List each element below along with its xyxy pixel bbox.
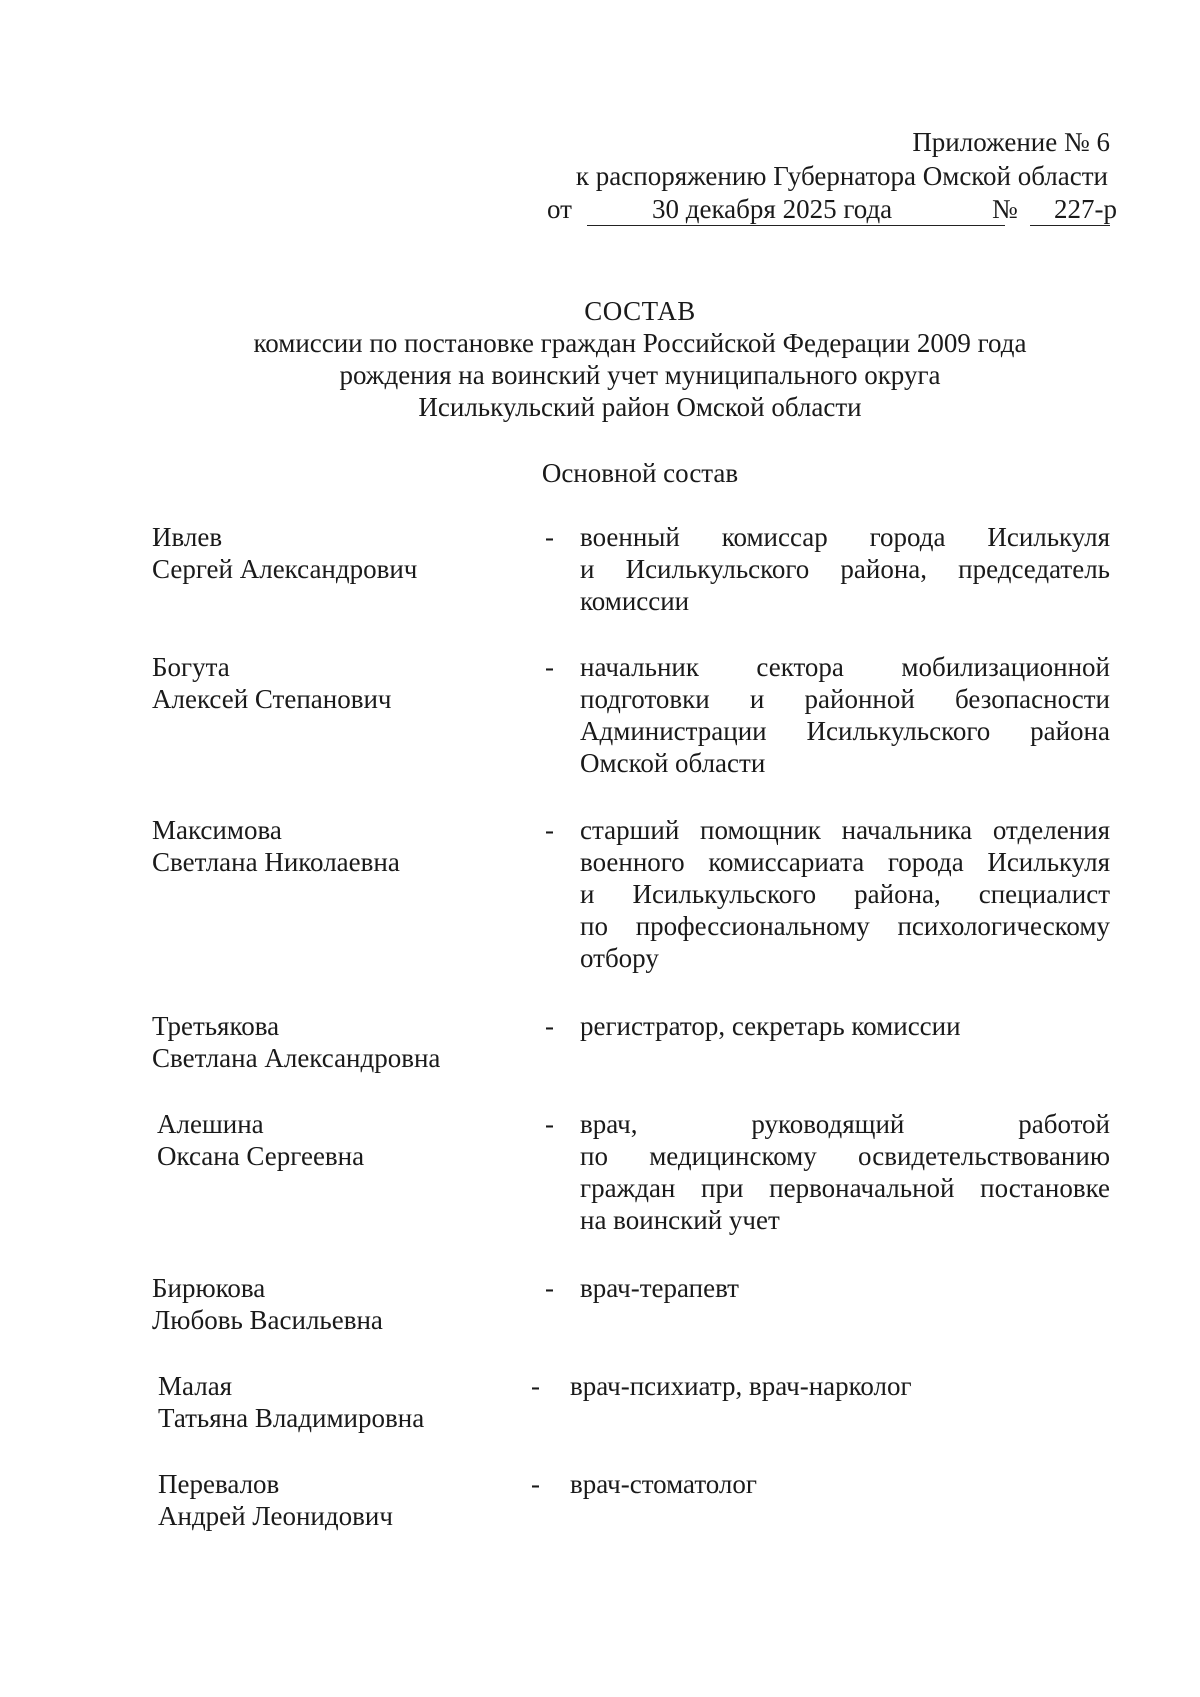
separator-dash: - — [545, 815, 554, 845]
role-line: врач-стоматолог — [570, 1469, 757, 1499]
role-line: комиссии — [580, 586, 690, 616]
member-given-names: Татьяна Владимировна — [158, 1403, 425, 1433]
member-name — [152, 814, 532, 878]
member-name — [157, 1108, 537, 1172]
member-role — [580, 814, 1110, 974]
role-line: отбору — [580, 943, 659, 973]
role-line: военный комиссар города Исилькуля — [580, 522, 1110, 552]
number-sign: № — [992, 194, 1018, 224]
order-number: 227-р — [1054, 194, 1117, 224]
role-line: подготовки и районной безопасности — [580, 684, 1110, 714]
role-line: Администрации Исилькульского района — [580, 716, 1110, 746]
member-role — [580, 521, 1110, 617]
separator-dash: - — [545, 522, 554, 552]
order-date-line — [547, 193, 1127, 229]
role-line: и Исилькульского района, специалист — [580, 879, 1110, 909]
title-line-2: рождения на воинский учет муниципального округа — [339, 360, 941, 390]
member-role — [570, 1468, 1100, 1500]
role-line: регистратор, секретарь комиссии — [580, 1011, 961, 1041]
role-line: по профессиональному психологическому — [580, 911, 1110, 941]
member-given-names: Оксана Сергеевна — [157, 1141, 365, 1171]
order-date: 30 декабря 2025 года — [652, 194, 893, 224]
member-given-names: Светлана Александровна — [152, 1043, 441, 1073]
member-surname: Ивлев — [152, 522, 223, 552]
member-surname: Малая — [158, 1371, 233, 1401]
separator-dash: - — [545, 1273, 554, 1303]
title-line-1: комиссии по постановке граждан Российской Федерации 2009 года — [253, 328, 1027, 358]
member-given-names: Алексей Степанович — [152, 684, 392, 714]
separator-dash: - — [531, 1371, 540, 1401]
separator-dash: - — [545, 1011, 554, 1041]
member-role — [580, 1010, 1110, 1042]
separator-dash: - — [545, 652, 554, 682]
role-line: старший помощник начальника отделения — [580, 815, 1110, 845]
member-surname: Бирюкова — [152, 1273, 266, 1303]
appendix-number: Приложение № 6 — [912, 127, 1110, 157]
separator-dash: - — [545, 1109, 554, 1139]
member-surname: Алешина — [157, 1109, 264, 1139]
section-heading: Основной состав — [541, 458, 739, 488]
document-title-block — [150, 295, 1130, 423]
order-reference: к распоряжению Губернатора Омской области — [575, 161, 1108, 191]
member-name — [152, 521, 532, 585]
member-surname: Перевалов — [158, 1469, 280, 1499]
member-given-names: Сергей Александрович — [152, 554, 418, 584]
member-role — [570, 1370, 1100, 1402]
role-line: на воинский учет — [580, 1205, 780, 1235]
member-name — [152, 1272, 532, 1336]
member-given-names: Любовь Васильевна — [152, 1305, 383, 1335]
role-line: военного комиссариата города Исилькуля — [580, 847, 1110, 877]
member-surname: Максимова — [152, 815, 282, 845]
role-line: и Исилькульского района, председатель — [580, 554, 1110, 584]
member-name — [158, 1468, 538, 1532]
member-surname: Богута — [152, 652, 230, 682]
date-prefix: от — [547, 194, 572, 224]
member-role — [580, 651, 1110, 779]
role-line: Омской области — [580, 748, 766, 778]
member-surname: Третьякова — [152, 1011, 280, 1041]
member-name — [152, 651, 532, 715]
role-line: начальник сектора мобилизационной — [580, 652, 1110, 682]
member-given-names: Светлана Николаевна — [152, 847, 400, 877]
title-line-3: Исилькульский район Омской области — [418, 392, 862, 422]
separator-dash: - — [531, 1469, 540, 1499]
role-line: по медицинскому освидетельствованию — [580, 1141, 1110, 1171]
document-title: СОСТАВ — [584, 296, 696, 326]
role-line: граждан при первоначальной постановке — [580, 1173, 1110, 1203]
role-line: врач-психиатр, врач-нарколог — [570, 1371, 912, 1401]
member-name — [152, 1010, 532, 1074]
role-line: врач, руководящий работой — [580, 1109, 1110, 1139]
role-line: врач-терапевт — [580, 1273, 739, 1303]
member-name — [158, 1370, 538, 1434]
member-role — [580, 1272, 1110, 1304]
member-given-names: Андрей Леонидович — [158, 1501, 393, 1531]
member-role — [580, 1108, 1110, 1236]
